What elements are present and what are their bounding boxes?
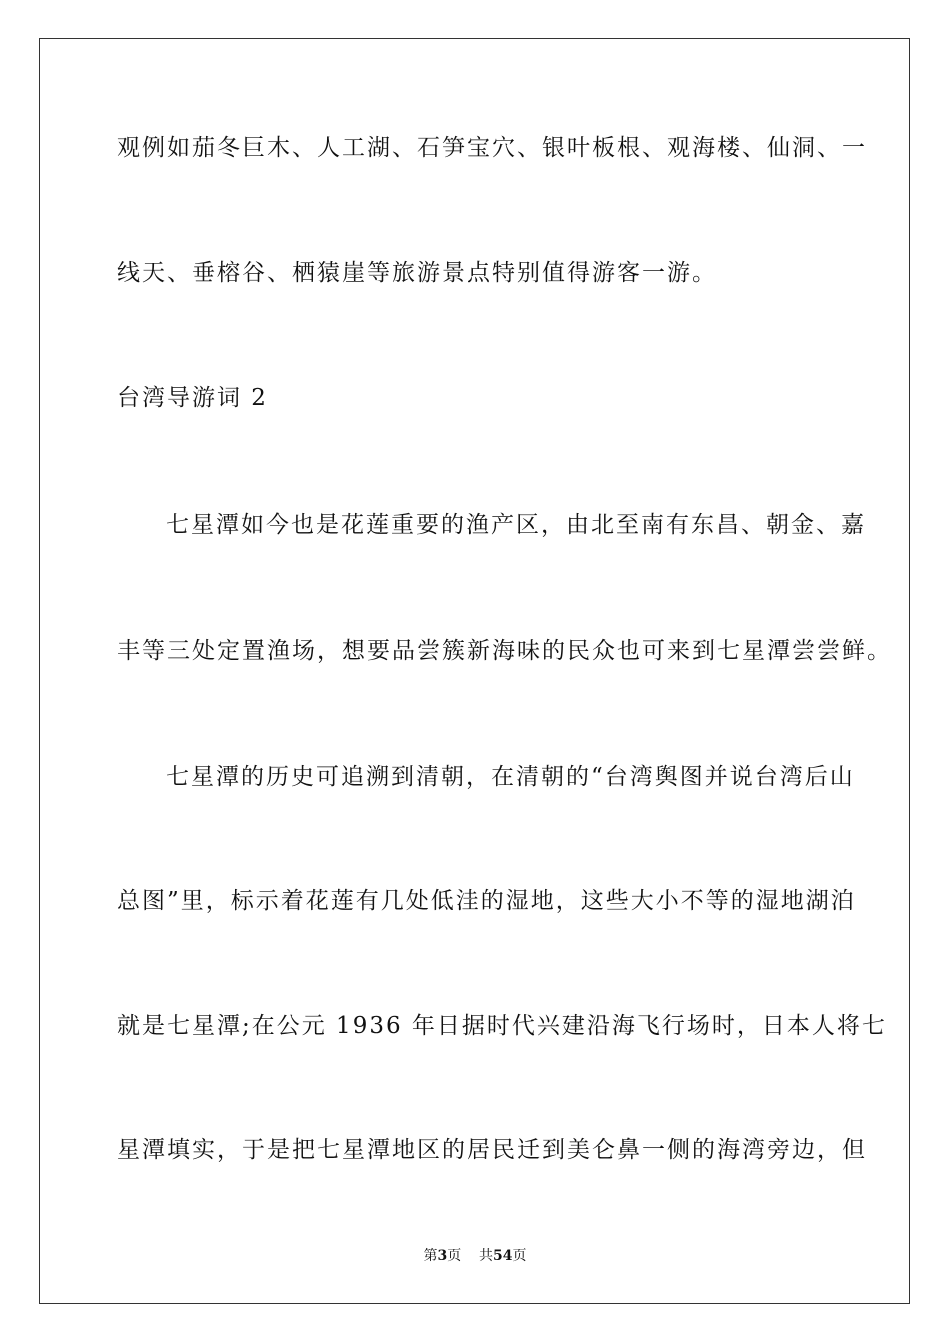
body-text-line: 七星潭的历史可追溯到清朝，在清朝的“台湾舆图并说台湾后山 <box>166 764 855 790</box>
page-frame <box>39 38 910 1304</box>
body-text-line: 七星潭如今也是花莲重要的渔产区，由北至南有东昌、朝金、嘉 <box>166 512 866 538</box>
total-pages-number: 54 <box>493 1248 513 1264</box>
body-text-line: 星潭填实，于是把七星潭地区的居民迁到美仑鼻一侧的海湾旁边，但 <box>117 1137 867 1163</box>
page-footer <box>0 1246 950 1266</box>
body-text-line: 线天、垂榕谷、栖猿崖等旅游景点特别值得游客一游。 <box>117 260 717 286</box>
section-heading: 台湾导游词 2 <box>117 385 268 411</box>
footer-prefix: 第 <box>423 1248 438 1264</box>
body-text-line: 就是七星潭;在公元 1936 年日据时代兴建沿海飞行场时，日本人将七 <box>117 1013 887 1039</box>
body-text-line: 丰等三处定置渔场，想要品尝簇新海味的民众也可来到七星潭尝尝鲜。 <box>117 638 892 664</box>
footer-suffix: 页 <box>512 1248 527 1264</box>
body-text-line: 总图”里，标示着花莲有几处低洼的湿地，这些大小不等的湿地湖泊 <box>117 888 856 914</box>
footer-mid: 页 共 <box>447 1248 494 1264</box>
body-text-line: 观例如茄冬巨木、人工湖、石笋宝穴、银叶板根、观海楼、仙洞、一 <box>117 135 867 161</box>
current-page-number: 3 <box>437 1248 448 1264</box>
